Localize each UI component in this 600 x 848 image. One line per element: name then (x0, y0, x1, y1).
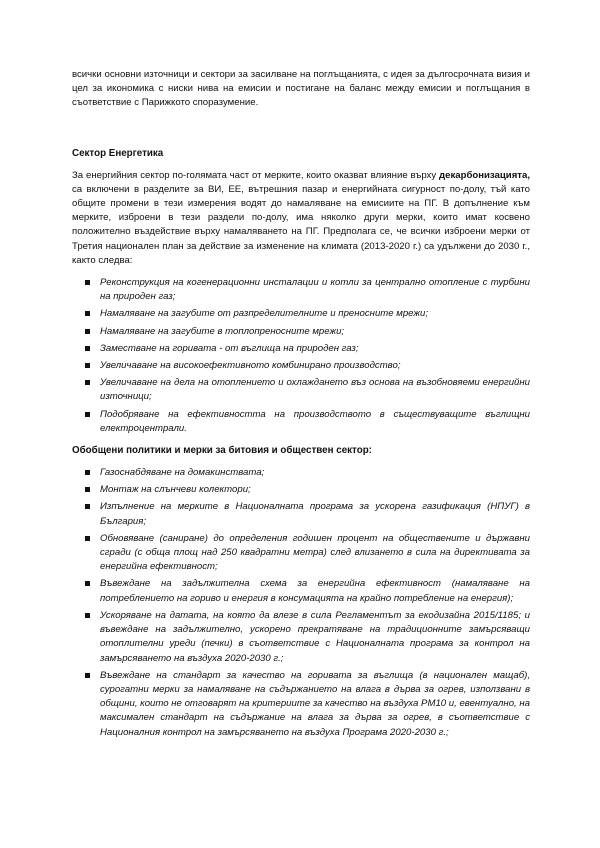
square-bullet-icon (85, 280, 90, 285)
list-item: Подобряване на ефективността на производството в съществуващите въглищни електроцентрали. (72, 408, 530, 436)
list-item: Обновяване (саниране) до определения годишен процент на обществените и държавни сгради (с обща площ над 250 квадратни метра) след влизането в сила на директивата за енергийна ефективност; (72, 532, 530, 575)
list-item: Увеличаване на високоефективното комбинирано производство; (72, 359, 530, 373)
square-bullet-icon (85, 380, 90, 385)
square-bullet-icon (85, 412, 90, 417)
list-item: Увеличаване на дела на отоплението и охлаждането въз основа на възобновяеми енергийни източници; (72, 376, 530, 404)
list-item: Въвеждане на задължителна схема за енергийна ефективност (намаляване на потреблението на гориво и енергия в консумацията на крайно потребление на енергия); (72, 577, 530, 605)
square-bullet-icon (85, 613, 90, 618)
intro-paragraph: всички основни източници и сектори за засилване на поглъщанията, с идея за дългосрочната визия и цел за икономика с ниски нива на емисии и постигане на баланс между емисии и поглъщания в съответствие с Парижкото споразумение. (72, 69, 530, 109)
square-bullet-icon (85, 470, 90, 475)
square-bullet-icon (85, 581, 90, 586)
list-item: Газоснабдяване на домакинствата; (72, 466, 530, 480)
list-item: Реконструкция на когенерационни инсталации и котли за централно отопление с турбини на природен газ; (72, 276, 530, 304)
energy-para-end: са включени в разделите за ВИ, ЕЕ, вътрешния пазар и енергийната сигурност по-долу, тъй като общите промени в тези измерения водят до намаляване на емисиите на ПГ. В допълнение към мерките, изброени в тези раздели по-долу, има няколко други мерки, които имат косвено положително въздействие върху намаляването на ПГ. Предполага се, че всички изброени мерки от Третия национален план за действие за изменение на климата (2013-2020 г.) са удължени до 2030 г., както следва: (72, 183, 530, 266)
square-bullet-icon (85, 329, 90, 334)
square-bullet-icon (85, 346, 90, 351)
square-bullet-icon (85, 311, 90, 316)
list-item: Намаляване на загубите в топлопреносните мрежи; (72, 325, 530, 339)
list-item: Изпълнение на мерките в Националната програма за ускорена газификация (НПУГ) в България; (72, 500, 530, 528)
energy-para-start: За енергийния сектор по-голямата част от мерките, които оказват влияние върху (72, 169, 440, 181)
energy-para-bold: декарбонизацията, (439, 169, 530, 181)
list-item: Въвеждане на стандарт за качество на горивата за въглища (в национален мащаб), сурогатни мерки за намаляване на съдържанието на влага в дърва за огрев, използвани в общини, които не отговарят на критериите за качество на въздуха PM10 и, евентуално, на максимален стандарт на съдържание на влага за дърва за огрев, в съответствие с Националния контрол на замърсяването на въздуха Програма 2020-2030 г.; (72, 669, 530, 740)
list-item: Намаляване на загубите от разпределителните и преносните мрежи; (72, 307, 530, 321)
list-item: Заместване на горивата - от въглища на природен газ; (72, 342, 530, 356)
household-measures-list (72, 466, 530, 740)
energy-section-heading: Сектор Енергетика (72, 147, 164, 159)
square-bullet-icon (85, 504, 90, 509)
square-bullet-icon (85, 363, 90, 368)
household-section-heading: Обобщени политики и мерки за битовия и обществен сектор: (72, 445, 372, 457)
page-content (72, 68, 530, 743)
square-bullet-icon (85, 536, 90, 541)
square-bullet-icon (85, 673, 90, 678)
energy-measures-list (72, 276, 530, 436)
square-bullet-icon (85, 487, 90, 492)
energy-section-paragraph (72, 169, 530, 268)
list-item: Монтаж на слънчеви колектори; (72, 483, 530, 497)
list-item: Ускоряване на датата, на която да влезе в сила Регламентът за екодизайна 2015/1185; и въвеждане на задължително, ускорено прекратяване на традиционните замърсяващи отоплителни уреди (печки) в съответствие с Националната програма за контрол на замърсяването на въздуха 2020-2030 г.; (72, 609, 530, 666)
